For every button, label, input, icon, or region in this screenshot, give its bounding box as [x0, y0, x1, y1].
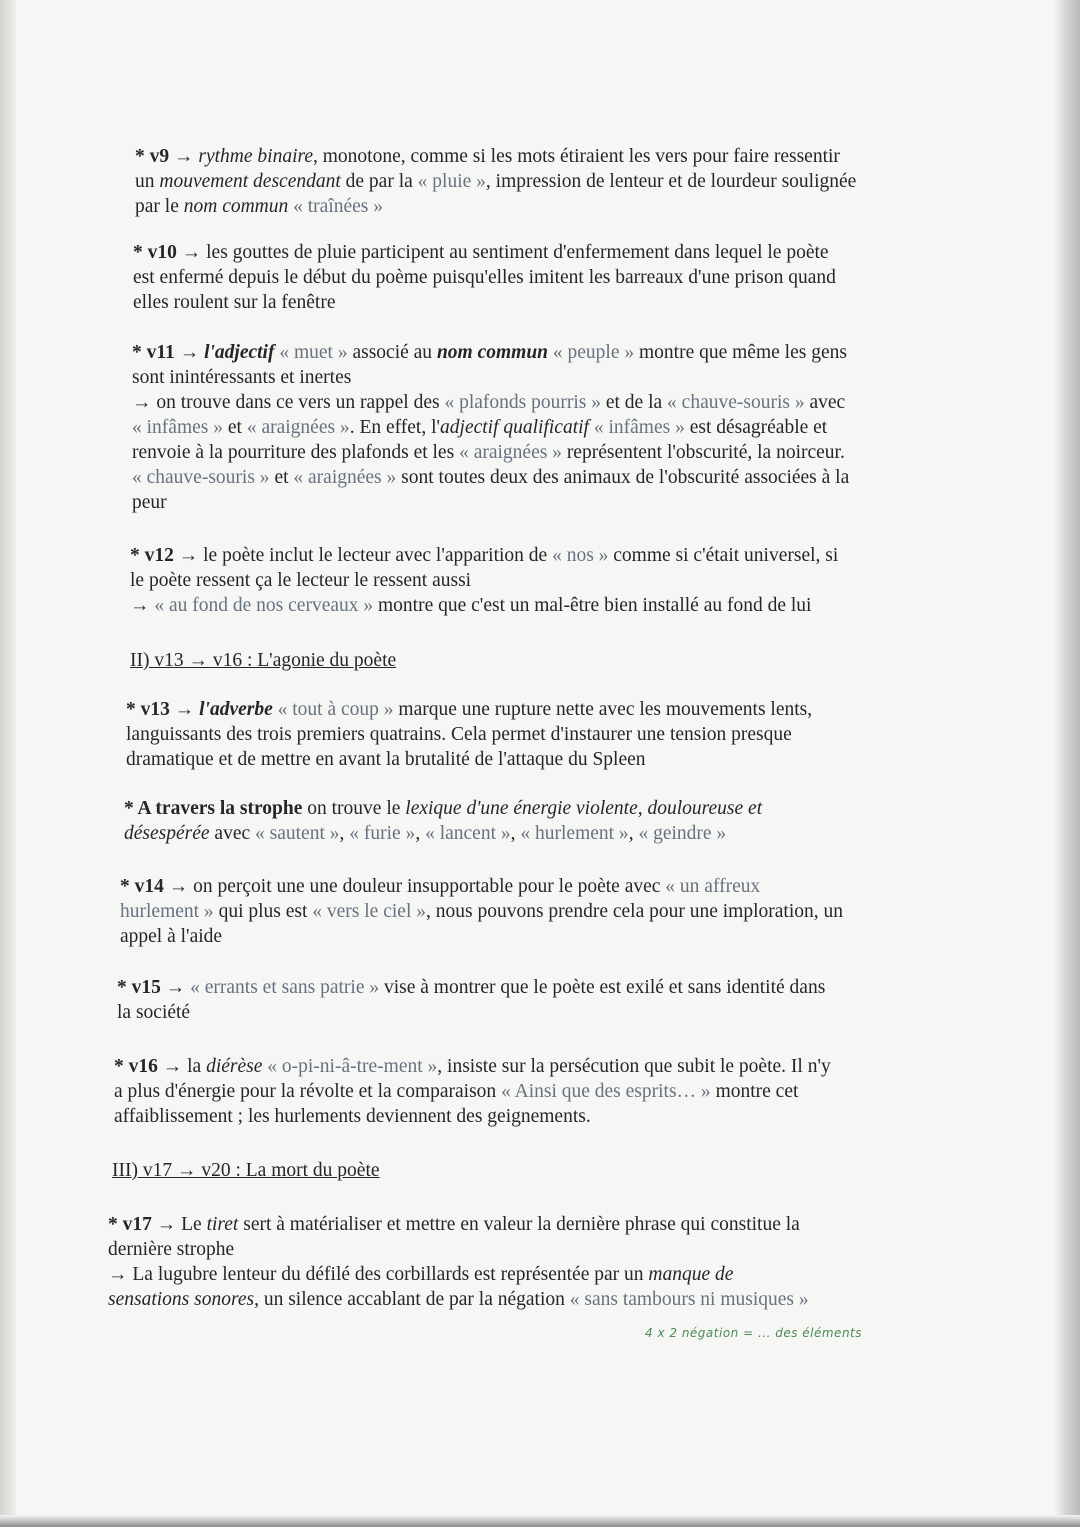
- note-v17: * v17 → Le tiret sert à matérialiser et mettre en valeur la dernière phrase qui constitue la dernière strophe → La lugubre lenteur du défilé des corbillards est représentée par un manque de sensations sonores, un silence accablant de par la négation « sans tambours ni musiques »: [108, 1214, 809, 1310]
- note-v9: * v9 → rythme binaire, monotone, comme si les mots étiraient les vers pour faire ressentir un mouvement descendant de par la « pluie », impression de lenteur et de lourdeur soulignée par le nom commun « traînées »: [135, 146, 857, 217]
- note-v10: * v10 → les gouttes de pluie participent au sentiment d'enfermement dans lequel le poète est enfermé depuis le début du poème puisqu'elles imitent les barreaux d'une prison quand elles roulent sur la fenêtre: [133, 242, 836, 313]
- section-heading-2: II) v13 → v16 : L'agonie du poète: [130, 650, 397, 671]
- note-v11: * v11 → l'adjectif « muet » associé au nom commun « peuple » montre que même les gens sont inintéressants et inertes → on trouve dans ce vers un rappel des « plafonds pourris » et de la « chauve-souris » avec « infâmes » et « araignées ». En effet, l'adjectif qualificatif « infâmes » est désagréable et renvoie à la pourriture des plafonds et les « araignées » représentent l'obscurité, la noirceur. « chauve-souris » et « araignées » sont toutes deux des animaux de l'obscurité associées à la peur: [132, 342, 850, 513]
- note-v13: * v13 → l'adverbe « tout à coup » marque une rupture nette avec les mouvements lents, languissants des trois premiers quatrains. Cela permet d'instaurer une tension presque dramatique et de mettre en avant la brutalité de l'attaque du Spleen: [126, 699, 813, 770]
- note-v15: * v15 → « errants et sans patrie » vise à montrer que le poète est exilé et sans identité dans la société: [117, 977, 826, 1023]
- note-v14: * v14 → on perçoit une une douleur insupportable pour le poète avec « un affreux hurlement » qui plus est « vers le ciel », nous pouvons prendre cela pour une imploration, un appel à l'aide: [120, 876, 843, 947]
- note-v12: * v12 → le poète inclut le lecteur avec l'apparition de « nos » comme si c'était universel, si le poète ressent ça le lecteur le ressent aussi → « au fond de nos cerveaux » montre que c'est un mal-être bien installé au fond de lui: [130, 545, 839, 616]
- section-heading-3: III) v17 → v20 : La mort du poète: [112, 1160, 380, 1181]
- page-left-edge: [0, 0, 16, 1527]
- handwritten-note: 4 x 2 négation = ... des éléments: [645, 1326, 863, 1340]
- page-bottom-edge: [0, 1515, 1080, 1527]
- note-strophe: * A travers la strophe on trouve le lexique d'une énergie violente, douloureuse et désespérée avec « sautent », « furie », « lancent », « hurlement », « geindre »: [124, 798, 763, 844]
- page-right-edge: [1054, 0, 1080, 1527]
- note-v16: * v16 → la diérèse « o-pi-ni-â-tre-ment », insiste sur la persécution que subit le poète. Il n'y a plus d'énergie pour la révolte et la comparaison « Ainsi que des esprits… » montre cet affaiblissement ; les hurlements deviennent des geignements.: [114, 1056, 831, 1127]
